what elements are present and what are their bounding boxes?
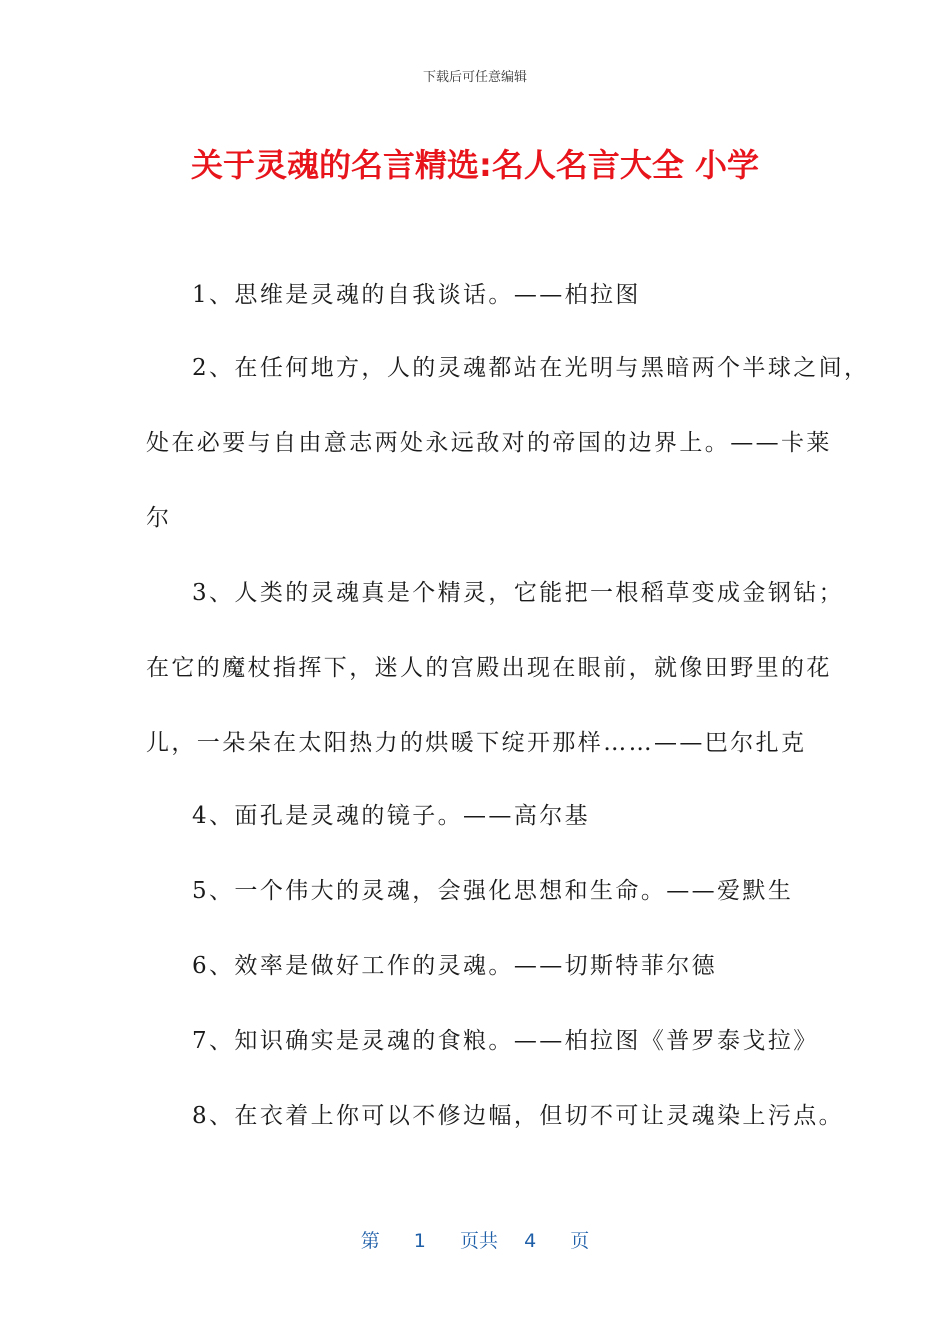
footer-suffix: 页 xyxy=(570,1230,590,1252)
page-title: 关于灵魂的名言精选:名人名言大全 小学 xyxy=(191,146,759,184)
quote-line-7: 7、知识确实是灵魂的食粮。——柏拉图《普罗泰戈拉》 xyxy=(192,1028,819,1054)
quote-line-8: 8、在衣着上你可以不修边幅，但切不可让灵魂染上污点。 xyxy=(192,1103,845,1129)
quote-line-2c: 尔 xyxy=(146,505,172,531)
header-note: 下载后可任意编辑 xyxy=(422,70,527,85)
quote-line-4: 4、面孔是灵魂的镜子。——高尔基 xyxy=(192,803,591,829)
quote-line-2b: 处在必要与自由意志两处永远敌对的帝国的边界上。——卡莱 xyxy=(146,430,832,456)
quote-line-6: 6、效率是做好工作的灵魂。——切斯特菲尔德 xyxy=(192,953,718,979)
quote-line-1: 1、思维是灵魂的自我谈话。——柏拉图 xyxy=(192,282,641,308)
footer-prefix: 第 xyxy=(360,1230,380,1252)
quote-line-2a: 2、在任何地方，人的灵魂都站在光明与黑暗两个半球之间， xyxy=(192,355,870,381)
footer-middle: 页共 xyxy=(459,1230,498,1252)
page-footer xyxy=(0,1226,950,1253)
quote-line-3a: 3、人类的灵魂真是个精灵，它能把一根稻草变成金钢钻； xyxy=(192,580,845,606)
quote-line-3c: 儿，一朵朵在太阳热力的烘暖下绽开那样……——巴尔扎克 xyxy=(146,730,807,756)
quote-line-3b: 在它的魔杖指挥下，迷人的宫殿出现在眼前，就像田野里的花 xyxy=(146,655,832,681)
footer-page-number: 1 xyxy=(413,1230,426,1252)
quote-line-5: 5、一个伟大的灵魂，会强化思想和生命。——爱默生 xyxy=(192,878,794,904)
footer-total-pages: 4 xyxy=(524,1230,537,1252)
